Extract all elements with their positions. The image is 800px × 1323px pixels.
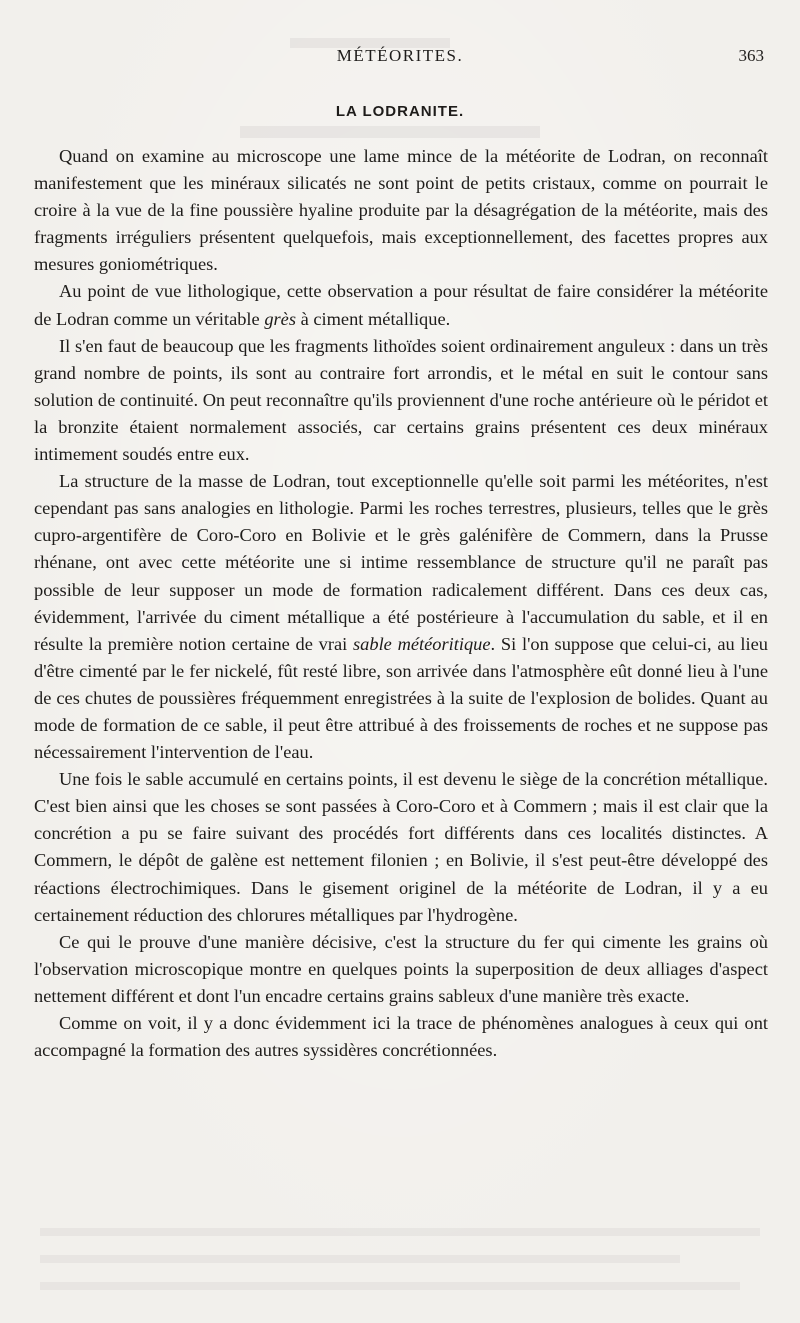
emphasis: grès [264, 308, 296, 329]
running-title: MÉTÉORITES. [336, 46, 464, 65]
body-text [34, 143, 768, 1064]
show-through-decoration [40, 1282, 740, 1290]
paragraph-text: à ciment métallique. [295, 308, 451, 329]
running-head [0, 46, 800, 70]
show-through-decoration [40, 1255, 680, 1263]
paragraph-text: . Si l'on suppose que celui-ci, au lieu d'être cimenté par le fer nickelé, fût resté libre, son arrivée dans l'atmosphère eût donné lieu à l'une de ces chutes de poussières fréquemment enregistrées à la suite de l'explosion de bolides. Quant au mode de formation de ce sable, il peut être attribué à des froissements de roches et ne suppose pas nécessairement l'intervention de l'eau. [34, 633, 769, 763]
section-title: LA LODRANITE. [335, 103, 465, 120]
show-through-decoration [40, 1228, 760, 1236]
paragraph-text: Au point de vue lithologique, cette observation a pour résultat de faire considérer la météorite de Lodran comme un véritable [34, 281, 768, 329]
paragraph [34, 468, 768, 766]
show-through-decoration [240, 126, 540, 138]
page-number: 363 [738, 46, 764, 65]
paragraph: Il s'en faut de beaucoup que les fragments lithoïdes soient ordinairement anguleux : dans un très grand nombre de points, ils sont au contraire fort arrondis, et le métal en suit le contour sans solution de continuité. On peut reconnaître qu'ils proviennent d'une roche antérieure où le péridot et la bronzite étaient normalement associés, car certains grains présentent ces deux minéraux intimement soudés entre eux. [34, 335, 768, 465]
paragraph-text: La structure de la masse de Lodran, tout exceptionnelle qu'elle soit parmi les météorites, n'est cependant pas sans analogies en lithologie. Parmi les roches terrestres, plusieurs, telles que le grès cupro-argentifère de Coro-Coro en Bolivie et le grès galénifère de Commern, dans la Prusse rhénane, ont avec cette météorite une si intime ressemblance de structure qu'il ne paraît pas possible de leur supposer un mode de formation radicalement différent. Dans ces deux cas, évidemment, l'arrivée du ciment métallique a été postérieure à l'accumulation du sable, et il en résulte la première notion certaine de vrai [34, 471, 768, 654]
paragraph: Une fois le sable accumulé en certains points, il est devenu le siège de la concrétion métallique. C'est bien ainsi que les choses se sont passées à Coro-Coro et à Commern ; mais il est clair que la concrétion a pu se faire suivant des procédés fort différents dans ces localités distinctes. A Commern, le dépôt de galène est nettement filonien ; en Bolivie, il s'est peut-être développé des réactions électrochimiques. Dans le gisement originel de la météorite de Lodran, il y a eu certainement réduction des chlorures métalliques par l'hydrogène. [34, 769, 768, 925]
paragraph [34, 278, 768, 332]
emphasis: sable météoritique [353, 633, 491, 654]
paragraph: Quand on examine au microscope une lame mince de la météorite de Lodran, on reconnaît manifestement que les minéraux silicatés ne sont point de petits cristaux, comme on pourrait le croire à la vue de la fine poussière hyaline produite par la désagrégation de la météorite, mais des fragments irréguliers présentent quelquefois, mais exceptionnellement, des facettes propres aux mesures goniométriques. [34, 146, 768, 275]
paragraph: Comme on voit, il y a donc évidemment ici la trace de phénomènes analogues à ceux qui ont accompagné la formation des autres syssidères concrétionnées. [34, 1013, 768, 1061]
paragraph: Ce qui le prouve d'une manière décisive, c'est la structure du fer qui cimente les grains où l'observation microscopique montre en quelques points la superposition de deux alliages d'aspect nettement différent et dont l'un encadre certains grains sableux d'une manière très exacte. [34, 931, 768, 1006]
